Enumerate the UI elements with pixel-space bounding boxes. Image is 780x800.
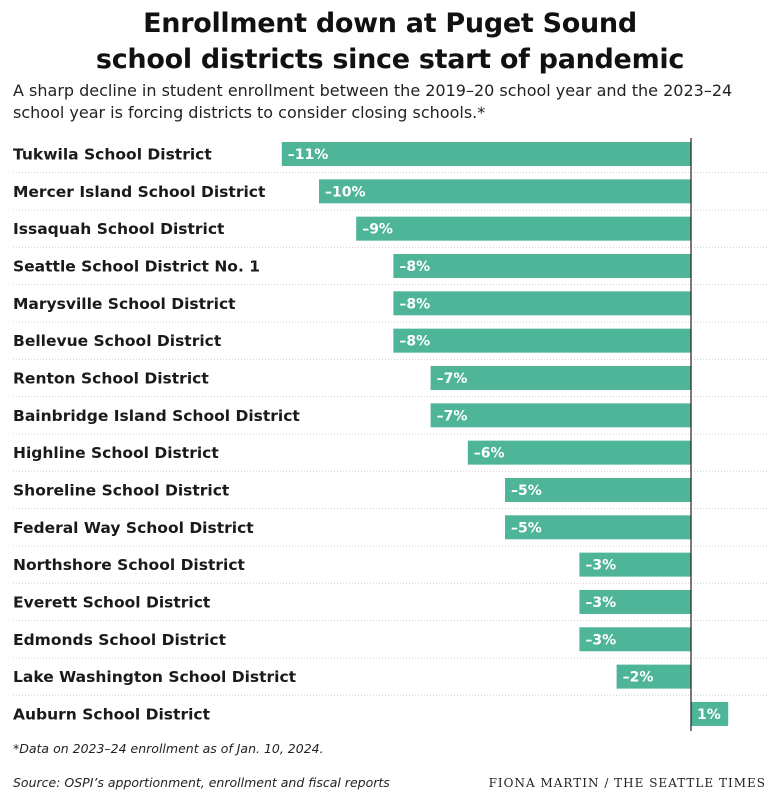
category-label: Highline School District	[13, 444, 219, 463]
value-label: –8%	[399, 258, 431, 275]
value-label: –5%	[511, 520, 542, 537]
bar	[319, 179, 691, 203]
value-label: –7%	[436, 370, 468, 387]
credit-line: FIONA MARTIN / THE SEATTLE TIMES	[488, 776, 766, 790]
value-label: 1%	[697, 706, 721, 723]
value-label: –8%	[399, 333, 431, 350]
category-label: Federal Way School District	[13, 518, 254, 537]
footnote: *Data on 2023–24 enrollment as of Jan. 10, 2024.	[13, 741, 324, 756]
value-label: –10%	[325, 184, 366, 201]
category-label: Seattle School District No. 1	[13, 257, 261, 276]
category-label: Bainbridge Island School District	[13, 406, 300, 425]
category-label: Bellevue School District	[13, 332, 222, 351]
category-label: Auburn School District	[13, 705, 210, 724]
bar	[356, 217, 691, 241]
value-label: –8%	[399, 296, 431, 313]
value-label: –3%	[585, 594, 617, 611]
value-label: –9%	[362, 221, 393, 238]
category-label: Everett School District	[13, 593, 211, 612]
bar	[431, 366, 691, 390]
chart-title-line2: school districts since start of pandemic	[95, 44, 685, 75]
category-label: Shoreline School District	[13, 481, 230, 500]
value-label: –11%	[287, 147, 329, 163]
source-note: Source: OSPI’s apportionment, enrollment and fiscal reports	[13, 775, 390, 790]
chart-subtitle: A sharp decline in student enrollment between the 2019–20 school year and the 2023–24 school year is forcing districts to consider closing schools.*	[13, 81, 733, 122]
category-label: Marysville School District	[13, 294, 236, 313]
value-label: –3%	[585, 632, 617, 649]
category-label: Mercer Island School District	[13, 182, 266, 201]
bar	[393, 291, 691, 315]
chart-title-line1: Enrollment down at Puget Sound	[143, 8, 637, 39]
category-label: Edmonds School District	[13, 630, 226, 649]
category-label: Lake Washington School District	[13, 668, 297, 687]
bar	[393, 329, 691, 353]
value-label: –5%	[511, 482, 542, 499]
category-label: Renton School District	[13, 369, 209, 388]
value-label: –7%	[436, 408, 468, 425]
value-label: –6%	[473, 445, 505, 462]
category-label: Northshore School District	[13, 556, 245, 575]
bar	[282, 142, 691, 166]
value-label: –3%	[585, 557, 617, 574]
category-label: Issaquah School District	[13, 220, 225, 239]
bar	[431, 403, 691, 427]
category-label: Tukwila School District	[13, 145, 212, 164]
value-label: –2%	[622, 669, 654, 686]
bar	[393, 254, 691, 278]
